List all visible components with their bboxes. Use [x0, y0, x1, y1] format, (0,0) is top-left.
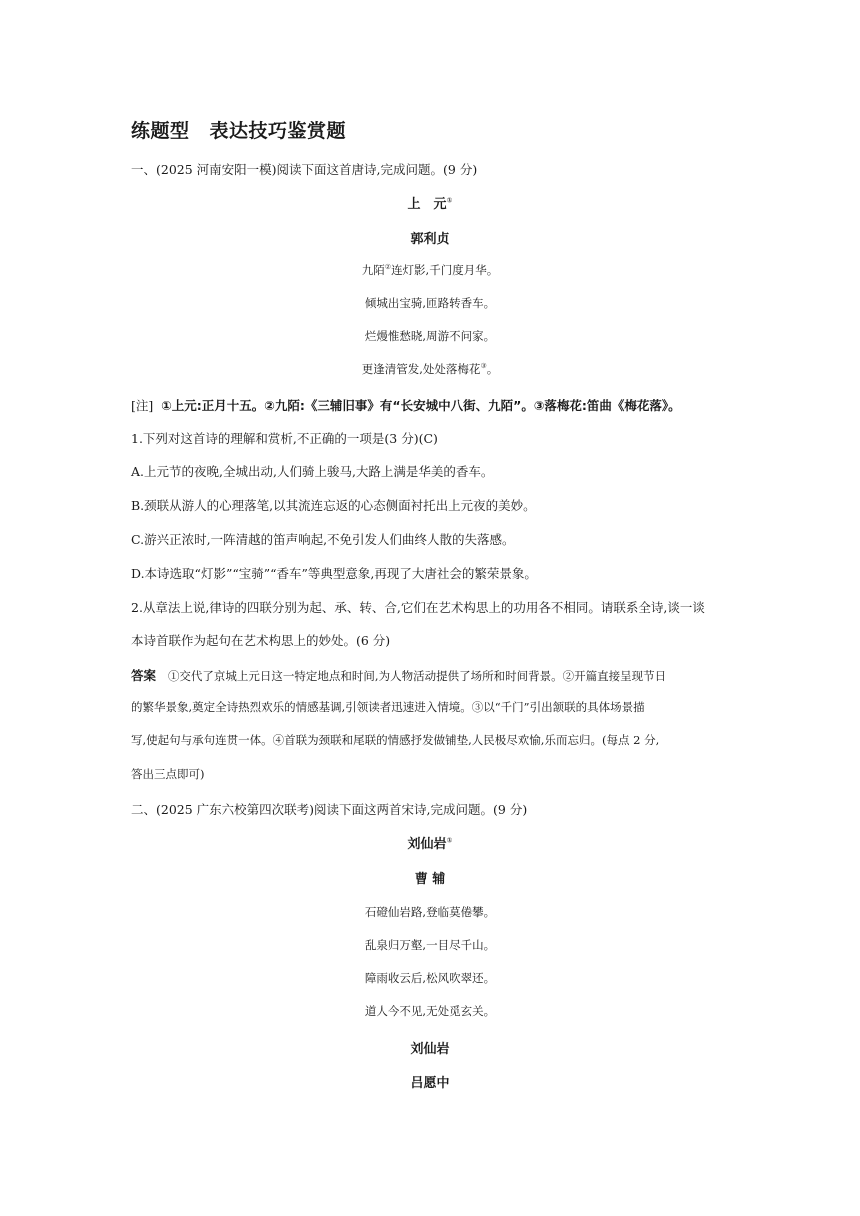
title-part-2: 表达技巧鉴赏题 — [209, 120, 347, 142]
option-d: D.本诗选取“灯影”“宝骑”“香车”等典型意象,再现了大唐社会的繁荣景象。 — [131, 566, 537, 581]
poem-line-text: 。 — [486, 362, 499, 376]
poem3-title: 刘仙岩 — [410, 1042, 450, 1057]
poem-line: 障雨收云后,松风吹翠还。 — [364, 971, 496, 985]
section1-intro: 一、(2025 河南安阳一模)阅读下面这首唐诗,完成问题。(9 分) — [131, 162, 478, 177]
poem2-title — [0, 833, 860, 852]
poem-line-text: 烂熳惟愁晓,周游不问家。 — [364, 329, 496, 343]
poem2-author: 曹 辅 — [414, 872, 446, 887]
poem1-author: 郭利贞 — [410, 232, 450, 247]
poem-line — [0, 262, 860, 278]
section2-intro: 二、(2025 广东六校第四次联考)阅读下面这两首宋诗,完成问题。(9 分) — [131, 802, 528, 817]
title-part-1: 练题型 — [131, 120, 190, 142]
poem-title-text: 刘仙岩 — [407, 837, 447, 852]
poem-line-text: 倾城出宝骑,匝路转香车。 — [364, 296, 496, 310]
poem3-author: 吕愿中 — [410, 1076, 450, 1091]
poem-line: 道人今不见,无处觅玄关。 — [364, 1004, 496, 1018]
answer-line: 的繁华景象,奠定全诗热烈欢乐的情感基调,引领读者迅速进入情境。③以“千门”引出颔联的具体场景描 — [131, 700, 645, 714]
note-label: [注] — [131, 398, 154, 413]
poem-line: 石磴仙岩路,登临莫倦攀。 — [364, 905, 496, 919]
poem-line-text: 九陌 — [361, 263, 385, 277]
option-b: B.颈联从游人的心理落笔,以其流连忘返的心态侧面衬托出上元夜的美妙。 — [131, 498, 536, 513]
poem-title-text: 上 元 — [407, 197, 447, 212]
note-text: ①上元:正月十五。②九陌:《三辅旧事》有“长安城中八街、九陌”。③落梅花:笛曲《梅花落》。 — [161, 398, 681, 413]
poem-note — [131, 396, 681, 414]
footnote-mark: ① — [446, 836, 453, 845]
answer-line — [131, 666, 666, 684]
option-a: A.上元节的夜晚,全城出动,人们骑上骏马,大路上满是华美的香车。 — [131, 464, 494, 479]
poem-line — [0, 328, 860, 344]
footnote-mark: ② — [384, 263, 392, 272]
question-2-line: 本诗首联作为起句在艺术构思上的妙处。(6 分) — [131, 633, 391, 648]
poem-line: 乱泉归万壑,一目尽千山。 — [364, 938, 496, 952]
footnote-mark: ③ — [480, 362, 487, 371]
answer-label: 答案 — [131, 668, 157, 683]
answer-line: 写,使起句与承句连贯一体。④首联为颈联和尾联的情感抒发做铺垫,人民极尽欢愉,乐而忘归。(每点 2 分, — [131, 733, 660, 747]
answer-line: 答出三点即可) — [131, 767, 205, 781]
footnote-mark: ① — [446, 196, 453, 205]
poem-line-text: 连灯影,千门度月华。 — [391, 263, 499, 277]
question-1: 1.下列对这首诗的理解和赏析,不正确的一项是(3 分)(C) — [131, 431, 438, 446]
option-c: C.游兴正浓时,一阵清越的笛声响起,不免引发人们曲终人散的失落感。 — [131, 532, 515, 547]
poem1-title — [0, 193, 860, 212]
poem-line — [0, 361, 860, 377]
poem-line-text: 更逢清管发,处处落梅花 — [361, 362, 481, 376]
question-2-line: 2.从章法上说,律诗的四联分别为起、承、转、合,它们在艺术构思上的功用各不相同。请联系全诗,谈一谈 — [131, 600, 705, 615]
page-title — [131, 116, 346, 143]
answer-text: ①交代了京城上元日这一特定地点和时间,为人物活动提供了场所和时间背景。②开篇直接呈现节日 — [167, 669, 667, 683]
poem-line — [0, 295, 860, 311]
